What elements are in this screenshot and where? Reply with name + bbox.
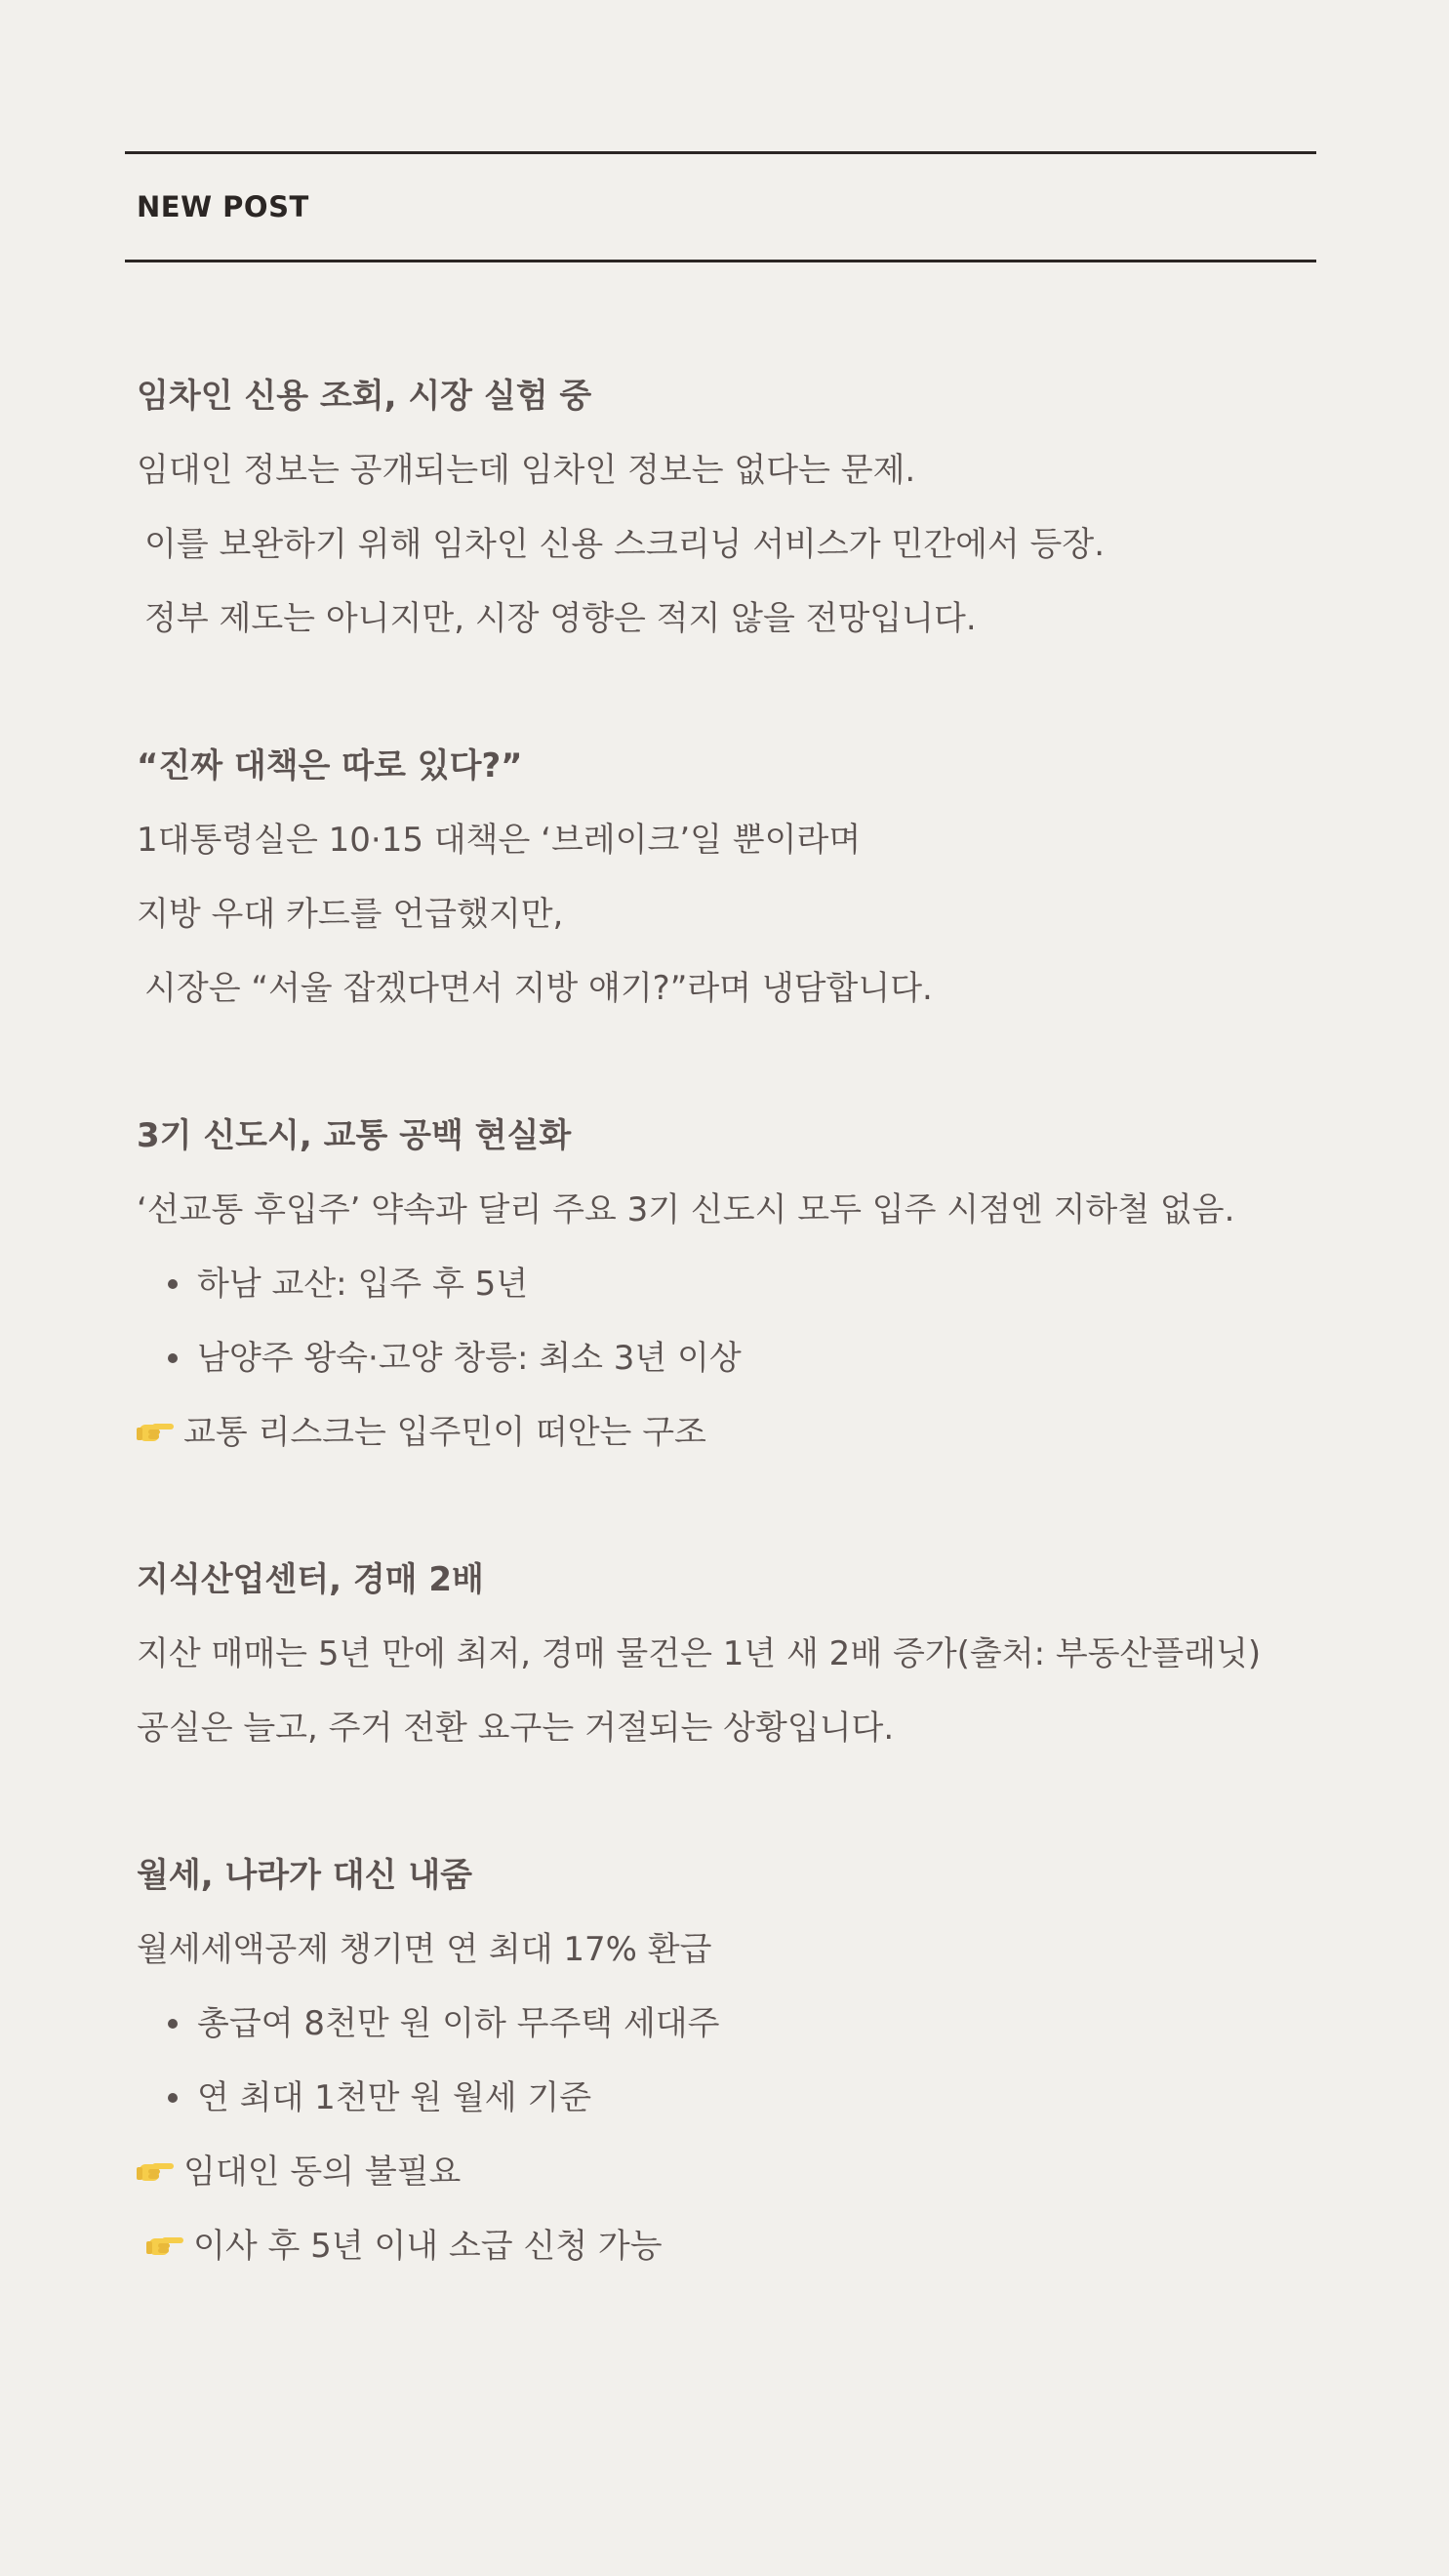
list-item-text: 하남 교산: 입주 후 5년 [197,1265,529,1304]
bullet-dot [168,1353,178,1363]
list-item-text: 총급여 8천만 원 이하 무주택 세대주 [197,2004,720,2043]
bullet-dot [168,2019,178,2029]
section-rent-credit [137,1838,1316,2283]
section-tenant-credit [137,359,1316,656]
section-title: 월세, 나라가 대신 내줌 [137,1856,473,1895]
section-title: 3기 신도시, 교통 공백 현실화 [137,1116,572,1155]
note-text: 교통 리스크는 입주민이 떠안는 구조 [183,1413,706,1452]
paragraph-line: 정부 제도는 아니지만, 시장 영향은 적지 않을 전망입니다. [144,599,977,638]
pointing-right-hand-icon [137,1418,176,1447]
section-new-town-transit [137,1099,1316,1469]
post-header [125,154,1316,260]
section-knowledge-center [137,1543,1316,1765]
paragraph-line: 시장은 “서울 잡겠다면서 지방 얘기?”라며 냉담합니다. [144,969,933,1008]
note-line [137,1395,1316,1469]
pointing-right-hand-icon [137,2157,176,2187]
list-item [137,2061,1316,2135]
paragraph-line: 이를 보완하기 위해 임차인 신용 스크리닝 서비스가 민간에서 등장. [144,525,1106,564]
paragraph-line: 임대인 정보는 공개되는데 임차인 정보는 없다는 문제. [137,451,916,490]
note-line [137,2209,1316,2283]
pointing-right-hand-icon [146,2232,185,2261]
header-label: NEW POST [137,190,309,223]
list-item-text: 남양주 왕숙·고양 창릉: 최소 3년 이상 [197,1339,742,1378]
note-text: 이사 후 5년 이내 소급 신청 가능 [193,2227,663,2266]
list-item [137,1321,1316,1395]
paragraph-line: 월세세액공제 챙기면 연 최대 17% 환급 [137,1930,712,1969]
note-text: 임대인 동의 불필요 [183,2153,462,2192]
post-body [125,262,1316,2283]
list-item [137,1987,1316,2061]
section-title: 임차인 신용 조회, 시장 실험 중 [137,377,592,416]
paragraph-line: 지방 우대 카드를 언급했지만, [137,895,564,934]
paragraph-line: 공실은 늘고, 주거 전환 요구는 거절되는 상황입니다. [137,1709,895,1748]
paragraph-line: ‘선교통 후입주’ 약속과 달리 주요 3기 신도시 모두 입주 시점엔 지하철 없음. [137,1190,1235,1229]
paragraph-line: 지산 매매는 5년 만에 최저, 경매 물건은 1년 새 2배 증가(출처: 부동산플래닛) [137,1634,1262,1673]
section-title: “진짜 대책은 따로 있다?” [137,746,523,785]
bullet-dot [168,2093,178,2103]
paragraph-line: 1대통령실은 10·15 대책은 ‘브레이크’일 뿐이라며 [137,821,862,860]
note-line [137,2135,1316,2209]
list-item-text: 연 최대 1천만 원 월세 기준 [197,2078,592,2117]
section-real-policy [137,729,1316,1026]
section-title: 지식산업센터, 경매 2배 [137,1560,484,1599]
bullet-dot [168,1279,178,1289]
list-item [137,1247,1316,1321]
post-container [125,151,1316,2356]
